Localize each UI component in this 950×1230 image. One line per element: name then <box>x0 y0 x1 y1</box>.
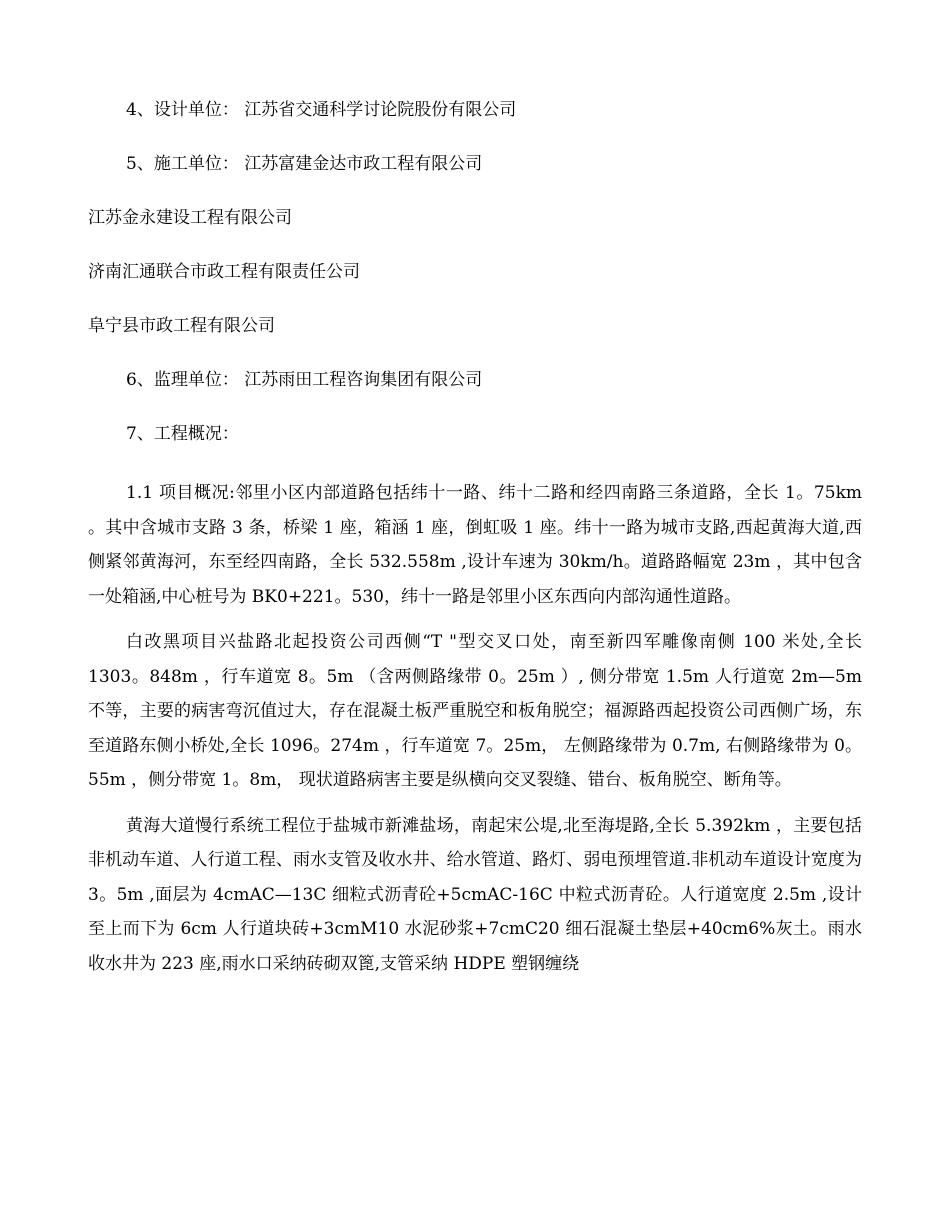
paragraph-white-to-black-project: 白改黑项目兴盐路北起投资公司西侧“T "型交叉口处，南至新四军雕像南侧 100 米处,全长 1303。848m ，行车道宽 8。5m （含两侧路缘带 0。25m ）, 侧分带宽 1.5m 人行道宽 2m—5m 不等，主要的病害弯沉值过大，存在混凝土板严重脱空和板角脱空；福源路西起投资公司西侧广场，东至道路东侧小桥处,全长 1096。274m ，行车道宽 7。25m， 左侧路缘带为 0.7m, 右侧路缘带为 0。55m ，侧分带宽 1。8m， 现状道路病害主要是纵横向交叉裂缝、错台、板角脱空、断角等。 <box>88 632 862 790</box>
construction-unit-3: 济南汇通联合市政工程有限责任公司 <box>88 262 360 282</box>
paragraph-project-overview: 1.1 项目概况:邻里小区内部道路包括纬十一路、纬十二路和经四南路三条道路，全长 1。75km 。其中含城市支路 3 条，桥梁 1 座，箱涵 1 座，倒虹吸 1 座。纬十一路为城市支路,西起黄海大道,西侧紧邻黄海河，东至经四南路，全长 532.558m ,设计车速为 30km/h。道路路幅宽 23m ，其中包含一处箱涵,中心桩号为 BK0+221。530，纬十一路是邻里小区东西向内部沟通性道路。 <box>88 483 862 607</box>
supervision-unit-line: 6、监理单位： 江苏雨田工程咨询集团有限公司 <box>126 370 483 390</box>
paragraph-huanghai-avenue-slow-system: 黄海大道慢行系统工程位于盐城市新滩盐场，南起宋公堤,北至海堤路,全长 5.392km ，主要包括非机动车道、人行道工程、雨水支管及收水井、给水管道、路灯、弱电预埋管道.非机动车道设计宽度为 3。5m ,面层为 4cmAC—13C 细粒式沥青砼+5cmAC-16C 中粒式沥青砼。人行道宽度 2.5m ,设计至上而下为 6cm 人行道块砖+3cmM10 水泥砂浆+7cmC20 细石混凝土垫层+40cm6%灰土。雨水收水井为 223 座,雨水口采纳砖砌双篦,支管采纳 HDPE 塑钢缠绕 <box>88 815 862 974</box>
construction-unit-line: 5、施工单位： 江苏富建金达市政工程有限公司 <box>126 154 483 174</box>
project-overview-heading: 7、工程概况： <box>126 424 239 444</box>
construction-unit-4: 阜宁县市政工程有限公司 <box>88 316 275 336</box>
design-unit-line: 4、设计单位： 江苏省交通科学讨论院股份有限公司 <box>126 100 517 120</box>
construction-unit-2: 江苏金永建设工程有限公司 <box>88 208 292 228</box>
